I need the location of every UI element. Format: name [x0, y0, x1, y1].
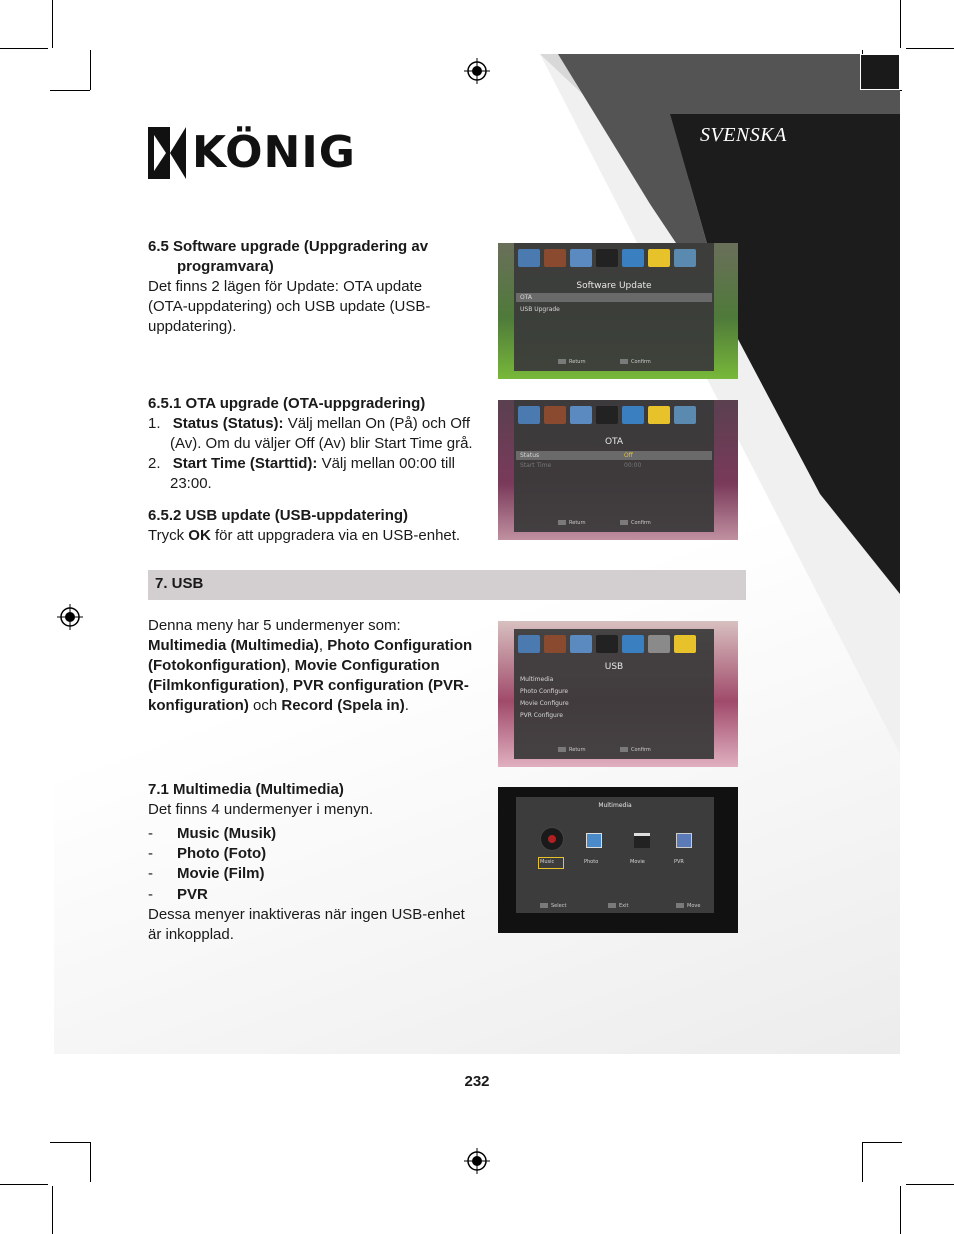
music-disc-icon: [540, 827, 564, 851]
section-6-5-body: uppdatering).: [148, 318, 237, 335]
footer-hint: [558, 520, 586, 526]
section-7-list-line: [148, 676, 469, 696]
sep: ,: [284, 677, 293, 694]
footer-hint: [558, 359, 586, 365]
section-6-5-1-title: 6.5.1 OTA upgrade (OTA-uppgradering): [148, 395, 426, 412]
menu-row: [516, 451, 712, 460]
software-update-screenshot: [498, 243, 738, 379]
brand-logo: [148, 127, 356, 179]
image-icon: [544, 249, 566, 267]
record-icon: [596, 406, 618, 424]
body-text: för att uppgradera via en USB-enhet.: [210, 527, 461, 544]
tools-icon: [648, 635, 670, 653]
tv-menu-panel: [514, 400, 714, 532]
row-value: 00:00: [624, 462, 642, 469]
multimedia-item: PVR: [674, 859, 684, 865]
footer-label: Exit: [619, 903, 629, 909]
footer-label: Return: [569, 359, 586, 365]
menu-title: Multimedia: [598, 802, 632, 809]
crop-mark: [862, 1142, 902, 1143]
term: Record (Spela in): [281, 697, 405, 714]
list-item: [148, 454, 455, 474]
body-text: Tryck: [148, 527, 189, 544]
crop-mark: [0, 1184, 48, 1185]
menu-icon-row: [518, 406, 696, 424]
usb-screenshot: [498, 621, 738, 767]
dash-item-label: Movie (Film): [177, 865, 265, 882]
menu-row: PVR Configure: [520, 712, 563, 719]
section-6-5-2-title: 6.5.2 USB update (USB-uppdatering): [148, 507, 409, 524]
footer-label: Confirm: [631, 359, 651, 365]
multimedia-item: Photo: [584, 859, 599, 865]
crop-mark: [906, 1184, 954, 1185]
list-item-term: Status (Status):: [172, 415, 284, 432]
dash-list-item: - PVR: [148, 886, 208, 903]
section-7-list-line: [148, 656, 440, 676]
menu-row: USB Upgrade: [520, 306, 560, 313]
sep: .: [404, 697, 409, 714]
list-number: 2.: [148, 455, 161, 472]
record-icon: [596, 635, 618, 653]
section-7-intro: Denna meny har 5 undermenyer som:: [148, 617, 401, 634]
footer-hint: [620, 520, 651, 526]
tv-icon: [518, 406, 540, 424]
ok-key-label: OK: [188, 527, 211, 544]
crop-mark: [900, 0, 901, 48]
menu-title: USB: [604, 662, 624, 672]
usb-icon: [674, 406, 696, 424]
crop-mark: [906, 48, 954, 49]
section-6-5-title: 6.5 Software upgrade (Uppgradering av: [148, 238, 429, 255]
crop-mark: [0, 48, 48, 49]
list-item: [148, 414, 470, 434]
dash-item-label: PVR: [177, 886, 208, 903]
crop-mark: [900, 1186, 901, 1234]
section-6-5-title-cont: programvara): [177, 258, 274, 275]
menu-row: Photo Configure: [520, 688, 569, 695]
list-item-text: Välj mellan On (På) och Off: [283, 415, 470, 432]
usb-icon: [674, 635, 696, 653]
list-item-text: (Av). Om du väljer Off (Av) blir Start Time grå.: [170, 435, 473, 452]
footer-label: Select: [551, 903, 567, 909]
crop-mark: [90, 50, 91, 90]
menu-row: OTA: [516, 293, 712, 302]
ota-screenshot: [498, 400, 738, 540]
tv-menu-panel: [514, 629, 714, 759]
image-icon: [544, 635, 566, 653]
list-number: 1.: [148, 415, 161, 432]
globe-icon: [622, 406, 644, 424]
page-number: 232: [464, 1073, 490, 1090]
menu-title: Software Update: [576, 281, 652, 291]
section-7-1-outro: är inkopplad.: [148, 926, 234, 943]
term: konfiguration): [148, 697, 249, 714]
dash-item-label: Music (Musik): [177, 825, 277, 842]
channel-icon: [570, 249, 592, 267]
section-7-1-outro: Dessa menyer inaktiveras när ingen USB-enhet: [148, 906, 465, 923]
sep: ,: [318, 637, 328, 654]
term: (Filmkonfiguration): [148, 677, 285, 694]
crop-mark: [52, 0, 53, 48]
footer-hint: [676, 903, 700, 909]
list-item-term: Start Time (Starttid):: [172, 455, 318, 472]
multimedia-item: Movie: [630, 859, 645, 865]
record-icon: [596, 249, 618, 267]
registration-mark-icon: [57, 604, 83, 630]
section-7-1-intro: Det finns 4 undermenyer i menyn.: [148, 801, 374, 818]
image-icon: [544, 406, 566, 424]
term: Multimedia (Multimedia): [148, 637, 319, 654]
brand-name: KÖNIG: [192, 127, 356, 178]
menu-row: Movie Configure: [520, 700, 569, 707]
tv-menu-panel: [514, 243, 714, 371]
menu-icon-row: [518, 635, 696, 653]
photo-icon: [586, 833, 602, 848]
multimedia-screenshot: [498, 787, 738, 933]
section-7-1-title: 7.1 Multimedia (Multimedia): [148, 781, 344, 798]
menu-icon-row: [518, 249, 696, 267]
tools-icon: [648, 406, 670, 424]
footer-label: Confirm: [631, 747, 651, 753]
term: Photo Configuration: [327, 637, 473, 654]
footer-label: Confirm: [631, 520, 651, 526]
sep: ,: [286, 657, 295, 674]
list-item-text: 23:00.: [170, 475, 212, 492]
pvr-icon: [676, 833, 692, 848]
footer-hint: [620, 747, 651, 753]
section-7-header: [148, 570, 746, 600]
section-6-5-body: (OTA-uppdatering) och USB update (USB-: [148, 298, 431, 315]
tv-menu-panel: [516, 797, 714, 913]
term: (Fotokonfiguration): [148, 657, 287, 674]
list-item-text: Välj mellan 00:00 till: [317, 455, 455, 472]
movie-clapper-icon: [634, 833, 650, 848]
footer-label: Return: [569, 520, 586, 526]
crop-mark: [862, 1142, 863, 1182]
tv-icon: [518, 635, 540, 653]
row-label: Status: [520, 452, 540, 459]
globe-icon: [622, 249, 644, 267]
section-6-5-2-body: [148, 526, 460, 546]
dash-item-label: Photo (Foto): [177, 845, 267, 862]
language-label: SVENSKA: [700, 124, 787, 146]
dash-list-item: - Movie (Film): [148, 865, 265, 882]
sep: och: [248, 697, 282, 714]
footer-hint: [558, 747, 586, 753]
registration-mark-icon: [464, 58, 490, 84]
konig-k-icon: [148, 127, 186, 179]
row-value: Off: [624, 452, 633, 459]
globe-icon: [622, 635, 644, 653]
dash-list-item: - Photo (Foto): [148, 845, 267, 862]
term: Movie Configuration: [294, 657, 440, 674]
crop-mark: [52, 1186, 53, 1234]
menu-row: [516, 461, 712, 470]
footer-label: Return: [569, 747, 586, 753]
footer-hint: [608, 903, 628, 909]
footer-label: Move: [687, 903, 701, 909]
usb-icon: [674, 249, 696, 267]
section-6-5-body: Det finns 2 lägen för Update: OTA update: [148, 278, 423, 295]
tv-icon: [518, 249, 540, 267]
registration-mark-icon: [464, 1148, 490, 1174]
dash-list-item: - Music (Musik): [148, 825, 277, 842]
menu-title: OTA: [604, 437, 624, 447]
term: PVR configuration (PVR-: [293, 677, 469, 694]
tools-icon: [648, 249, 670, 267]
section-7-title: 7. USB: [155, 575, 204, 592]
footer-hint: [620, 359, 651, 365]
footer-hint: [540, 903, 566, 909]
section-7-list-line: [148, 636, 472, 656]
crop-mark: [90, 1142, 91, 1182]
channel-icon: [570, 406, 592, 424]
multimedia-item: Music: [540, 859, 555, 865]
section-7-list-line: [148, 696, 409, 716]
crop-mark: [50, 1142, 90, 1143]
row-label: Start Time: [520, 462, 552, 469]
channel-icon: [570, 635, 592, 653]
crop-mark: [50, 90, 90, 91]
menu-row: Multimedia: [520, 676, 554, 683]
